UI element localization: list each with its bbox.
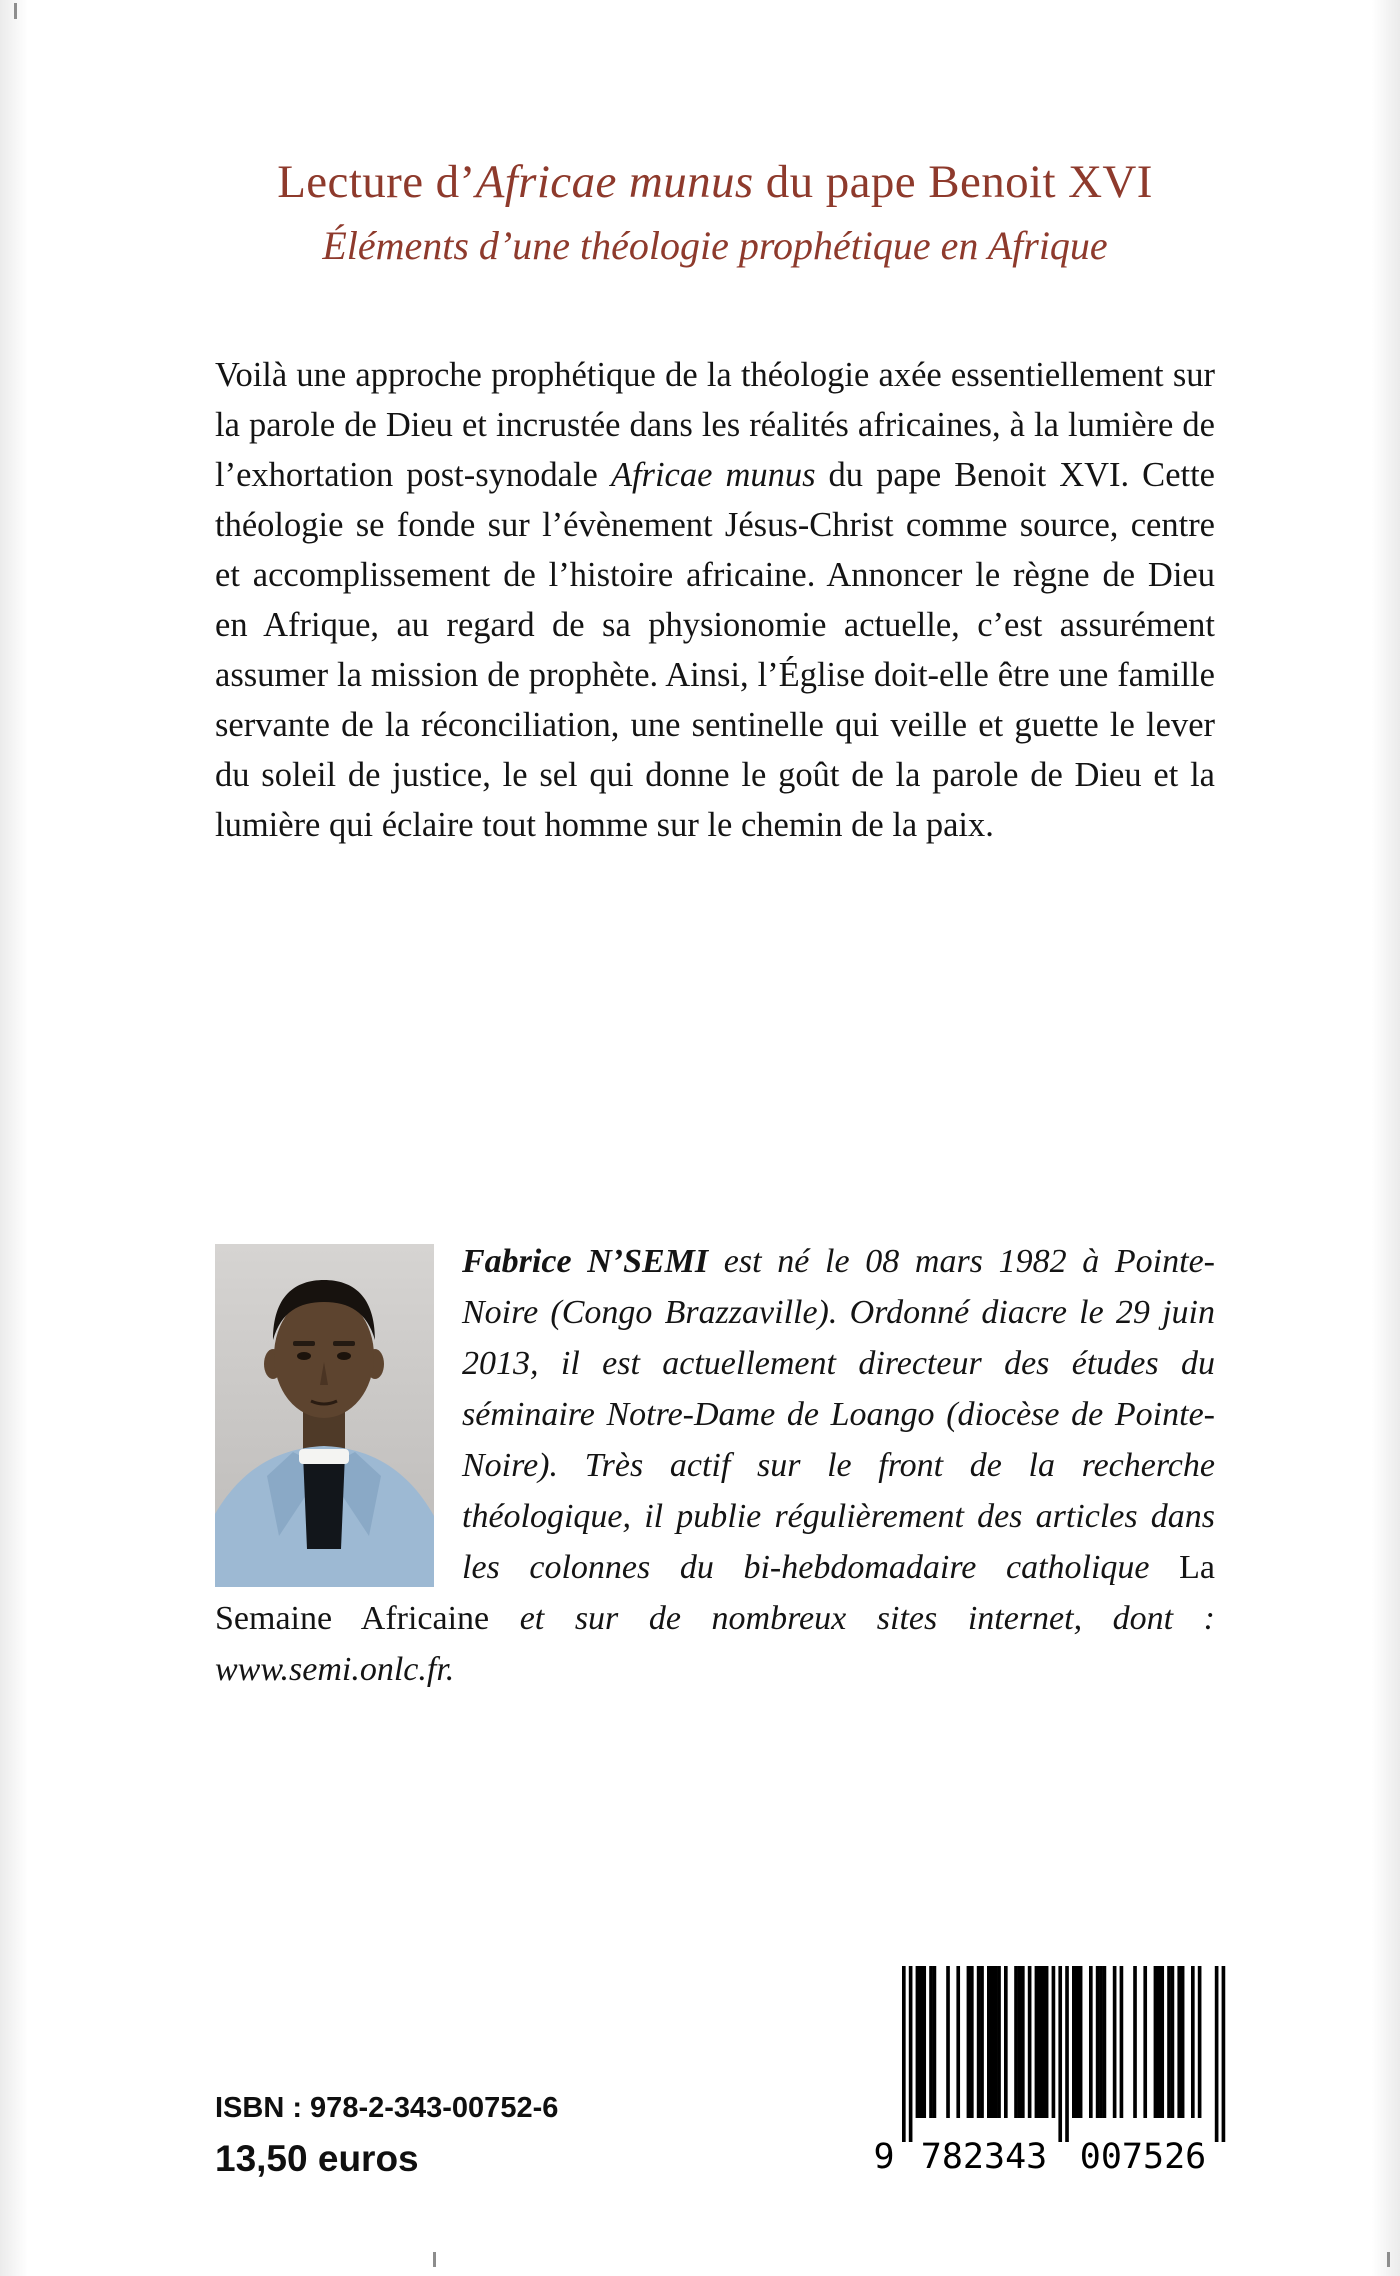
- synopsis-italic: Africae munus: [610, 456, 816, 494]
- crop-mark-bottom-left: [433, 2252, 436, 2267]
- book-title-prefix: Lecture d’: [277, 156, 476, 208]
- synopsis-part2: du pape Benoit XVI. Cette théologie se fonde sur l’évènement Jésus-Christ comme source, centre et accomplissement de l’histoire africaine. Annoncer le règne de Dieu en Afrique, au regard de sa physionomie actuelle, c’est assurément assumer la mission de prophète. Ainsi, l’Église doit-elle être une famille servante de la réconciliation, une sentinelle qui veille et guette le lever du soleil de justice, le sel qui donne le goût de la parole de Dieu et la lumière qui éclaire tout homme sur le chemin de la paix.: [215, 456, 1215, 844]
- synopsis-paragraph: [215, 350, 1215, 850]
- price-label: 13,50 euros: [215, 2138, 419, 2179]
- book-title: [185, 152, 1245, 212]
- author-photo: [215, 1244, 434, 1587]
- book-title-suffix: du pape Benoit XVI: [753, 156, 1153, 208]
- author-name: Fabrice N’SEMI: [462, 1243, 709, 1280]
- crop-mark-top-left: [14, 3, 17, 19]
- barcode-digit-first: 9: [873, 2137, 895, 2176]
- barcode: [872, 1964, 1252, 2176]
- author-bio-part1: est né le 08 mars 1982 à Pointe-Noire (Congo Brazzaville). Ordonné diacre le 29 juin 2013, il est actuellement directeur des études du séminaire Notre-Dame de Loango (diocèse de Pointe-Noire). Très actif sur le front de la recherche théologique, il publie régulièrement des articles dans les colonnes du bi-hebdomadaire catholique: [462, 1243, 1215, 1586]
- author-bio-part2: et sur de nombreux sites internet, dont : www.semi.onlc.fr.: [215, 1600, 1216, 1688]
- book-title-italic: Africae munus: [475, 156, 754, 208]
- synopsis-part1: Voilà une approche prophétique de la théologie axée essentiellement sur la parole de Dieu et incrustée dans les réalités africaines, à la lumière de l’exhortation post-synodale: [215, 356, 1215, 494]
- book-subtitle: Éléments d’une théologie prophétique en Afrique: [322, 223, 1108, 268]
- isbn-label: ISBN : 978-2-343-00752-6: [215, 2092, 559, 2124]
- barcode-graphic: [872, 1964, 1252, 2176]
- author-section: [215, 1236, 1215, 1695]
- journal-name: La Semaine Africaine: [215, 1549, 1215, 1637]
- portrait-illustration: [215, 1244, 434, 1587]
- barcode-digits-left: 782343: [920, 2137, 1048, 2176]
- barcode-digits-right: 007526: [1079, 2137, 1207, 2176]
- crop-mark-bottom-right: [1387, 2252, 1390, 2267]
